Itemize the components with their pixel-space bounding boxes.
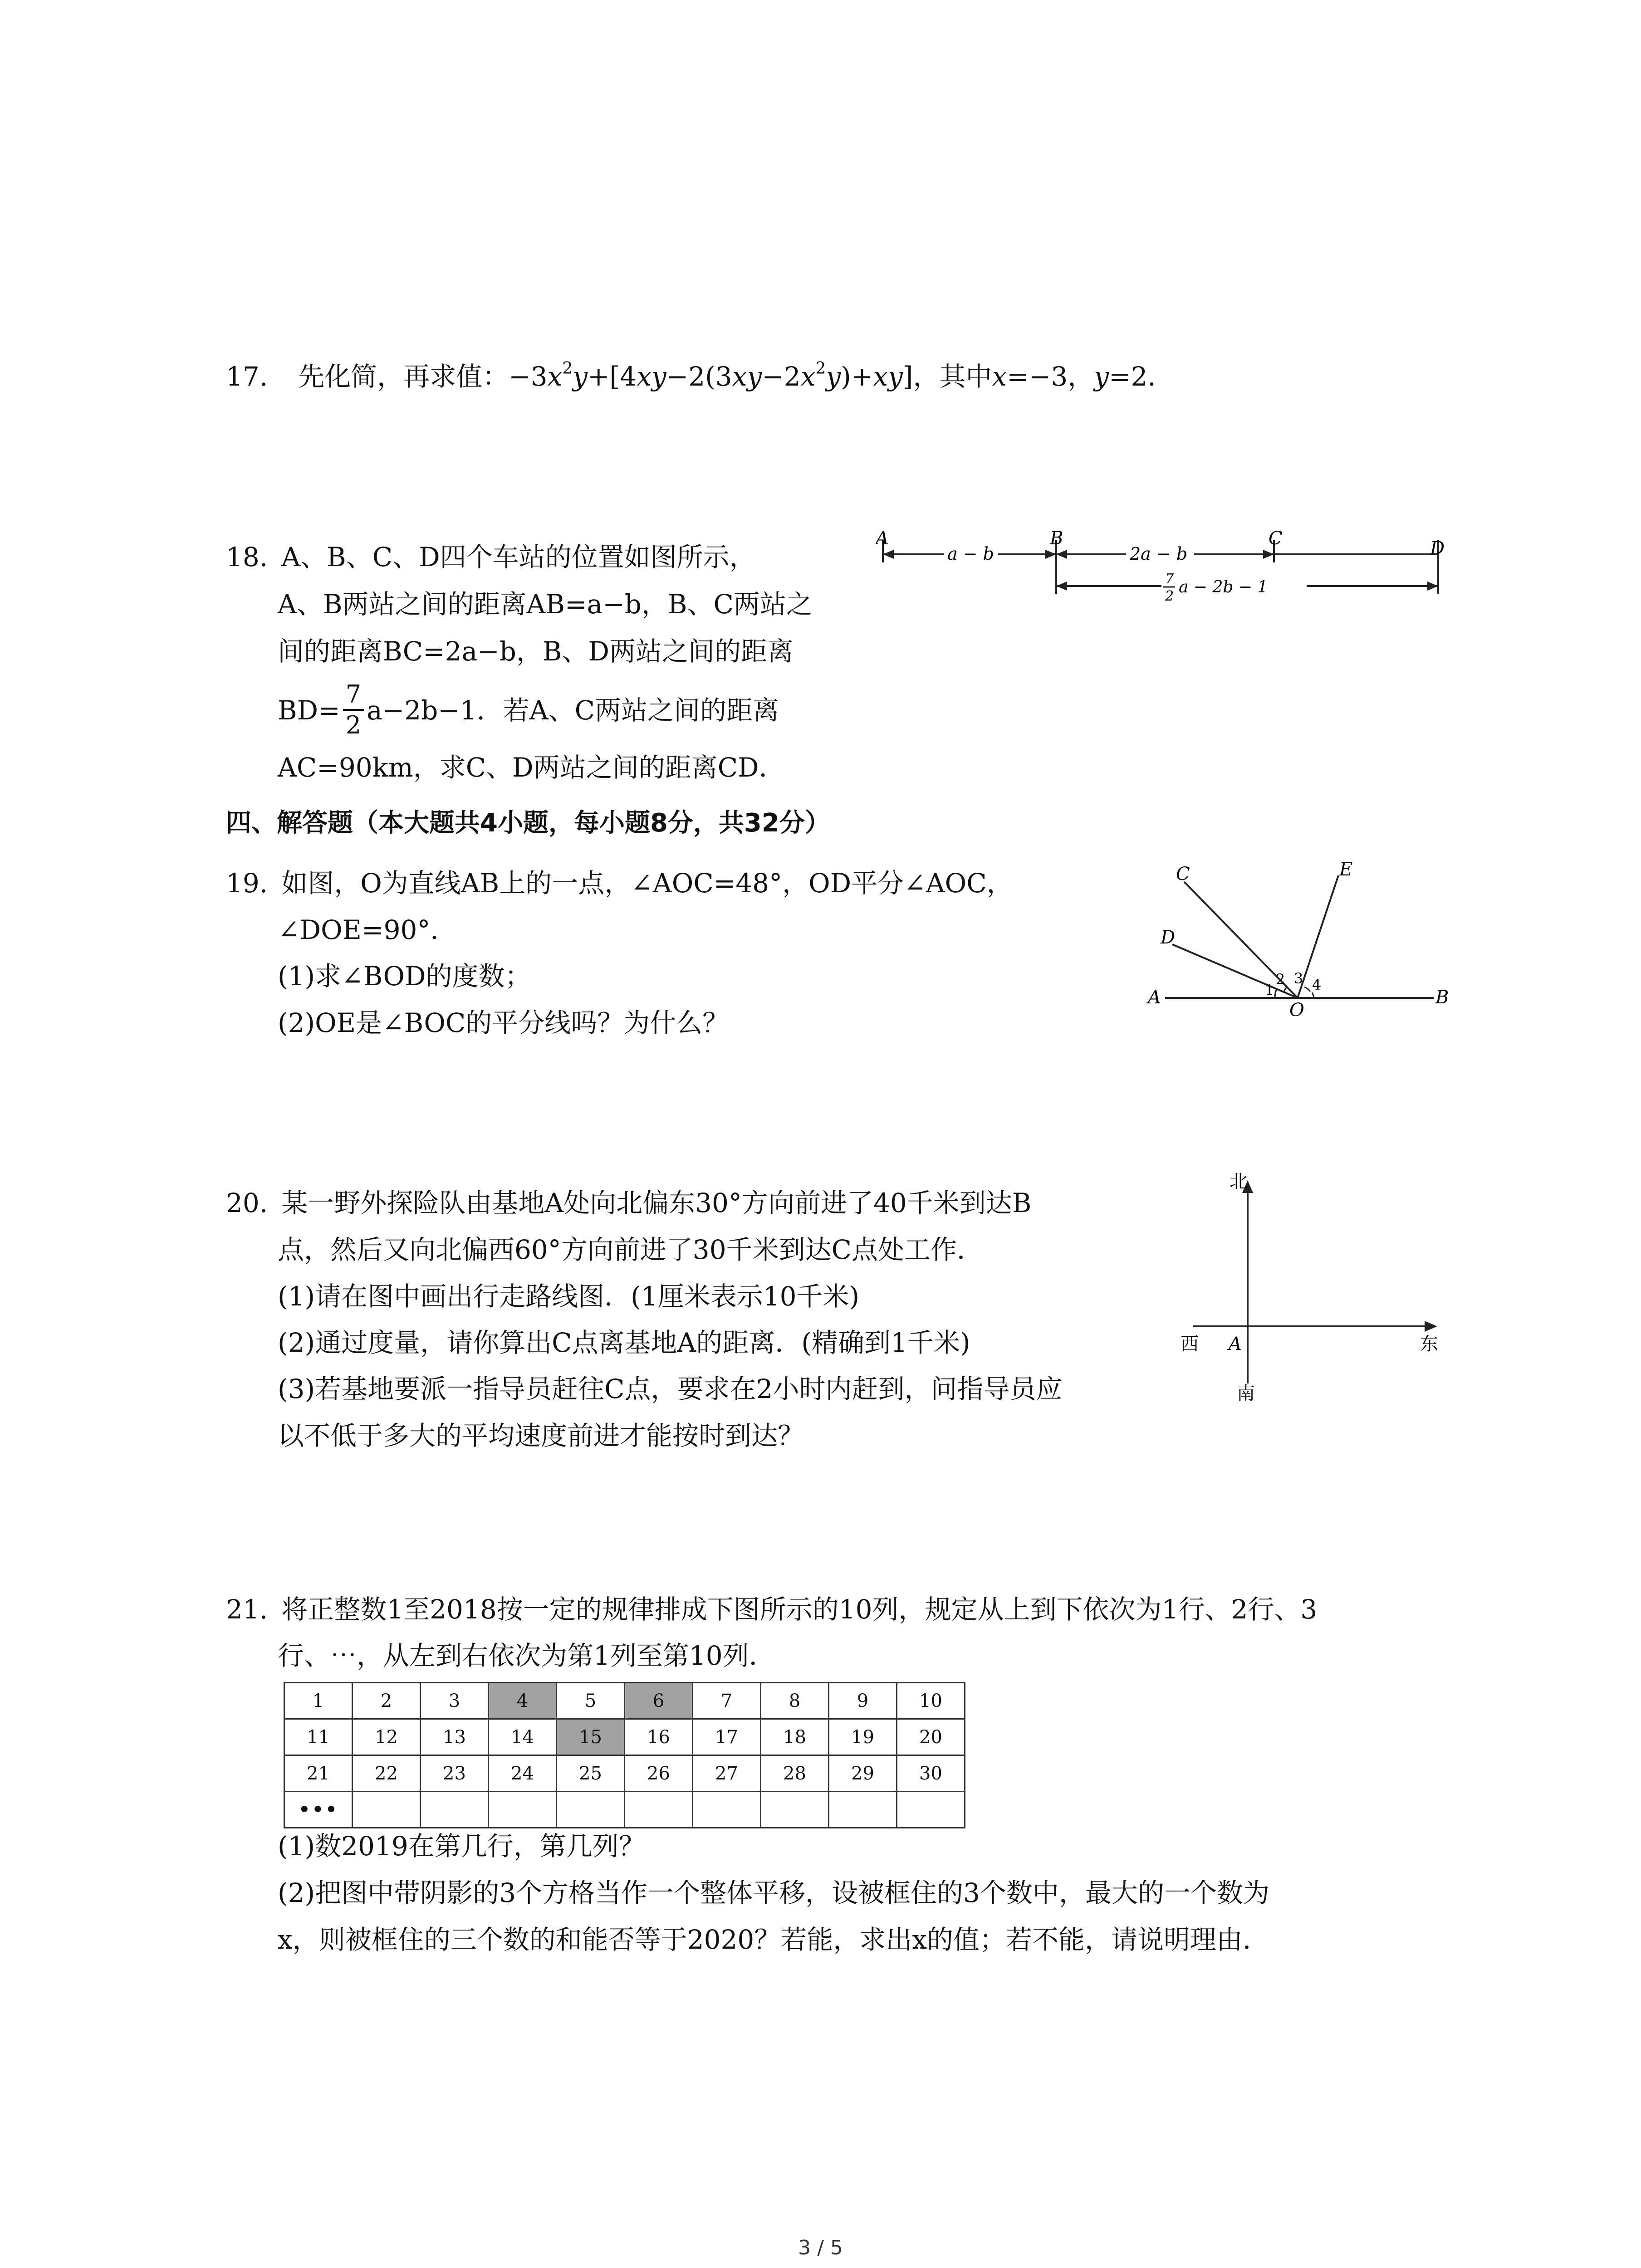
table-cell: 25 (557, 1755, 625, 1792)
angle-1: 1 (1265, 982, 1274, 999)
table-cell: 20 (897, 1719, 965, 1755)
table-cell: 5 (557, 1683, 625, 1719)
table-cell: 7 (693, 1683, 761, 1719)
table-cell: 29 (829, 1755, 897, 1792)
q20-line2: 点，然后又向北偏西60°方向前进了30千米到达C点处工作． (278, 1234, 983, 1265)
table-cell (353, 1792, 421, 1828)
table-cell: 16 (625, 1719, 693, 1755)
table-cell: 24 (489, 1755, 557, 1792)
table-cell (761, 1792, 829, 1828)
label-D: D (1161, 927, 1176, 948)
angle-2: 2 (1276, 971, 1285, 988)
table-cell: 10 (897, 1683, 965, 1719)
q21-line2: 行、⋯，从左到右依次为第1列至第10列． (278, 1640, 775, 1671)
fraction-7-2: $\frac{7}{2}$ (343, 680, 364, 740)
q19-line1: 19. 如图，O为直线AB上的一点，∠AOC=48°，OD平分∠AOC， (226, 868, 1013, 899)
point-B-label: B (1050, 528, 1063, 549)
table-cell: 22 (353, 1755, 421, 1792)
table-row (284, 1792, 965, 1828)
point-A-label: A (876, 528, 889, 549)
q17-number: 17. (226, 361, 268, 392)
q21-line1: 21. 将正整数1至2018按一定的规律排成下图所示的10列，规定从上到下依次为1行、2行、3 (226, 1594, 1318, 1625)
table-cell: 3 (421, 1683, 489, 1719)
point-D-label: D (1430, 538, 1445, 559)
table-cell: 1 (284, 1683, 353, 1719)
segment-bd-rest: a − 2b − 1 (1179, 578, 1268, 596)
q19-line3: (1)求∠BOD的度数； (278, 961, 531, 992)
segment-ab-label: a − b (947, 544, 994, 564)
angle-4: 4 (1312, 976, 1322, 993)
label-E: E (1339, 859, 1353, 880)
q19-line2: ∠DOE=90°． (278, 914, 457, 945)
q18-line4: BD= $\frac{7}{2}$ a−2b−1．若A、C两站之间的距离 (278, 680, 779, 739)
q20-line4: (2)通过度量，请你算出C点离基地A的距离．(精确到1千米) (278, 1327, 970, 1358)
table-cell (897, 1792, 965, 1828)
table-cell (829, 1792, 897, 1828)
q19-angle-diagram (1143, 857, 1452, 1016)
q17-text: 17. 先化简，再求值：$-3x^2y+[4xy-2(3xy-2x^2y)+xy]$，其中x=−3，y=2． (226, 359, 1174, 392)
table-cell: 26 (625, 1755, 693, 1792)
point-C-label: C (1269, 528, 1283, 549)
label-A: A (1148, 987, 1161, 1008)
segment-bd-den: 2 (1165, 588, 1174, 604)
page-number: 3 / 5 (798, 2236, 843, 2259)
table-row (284, 1755, 965, 1792)
table-cell: 27 (693, 1755, 761, 1792)
south-label: 南 (1237, 1383, 1255, 1404)
table-cell: 21 (284, 1755, 353, 1792)
west-label: 西 (1181, 1334, 1199, 1354)
q20-line1: 20. 某一野外探险队由基地A处向北偏东30°方向前进了40千米到达B (226, 1188, 1032, 1218)
section-4-heading: 四、解答题（本大题共4小题，每小题8分，共32分） (226, 808, 830, 838)
q21-line3: (1)数2019在第几行，第几列？ (278, 1831, 645, 1862)
table-cell: 18 (761, 1719, 829, 1755)
label-C: C (1176, 864, 1190, 885)
q18-station-diagram (876, 526, 1452, 608)
q21-line5: x，则被框住的三个数的和能否等于2020？若能，求出x的值；若不能，请说明理由． (278, 1924, 1269, 1955)
segment-bc-label: 2a − b (1130, 544, 1188, 564)
table-cell: 14 (489, 1719, 557, 1755)
table-cell: 19 (829, 1719, 897, 1755)
table-row (284, 1719, 965, 1755)
label-O: O (1289, 1000, 1304, 1016)
q19-line4: (2)OE是∠BOC的平分线吗？为什么？ (278, 1007, 729, 1038)
table-cell: 2 (353, 1683, 421, 1719)
origin-A-label: A (1229, 1334, 1242, 1354)
table-cell: 11 (284, 1719, 353, 1755)
north-label: 北 (1230, 1171, 1248, 1192)
table-cell (489, 1792, 557, 1828)
q20-line3: (1)请在图中画出行走路线图．(1厘米表示10千米) (278, 1281, 860, 1312)
table-cell: 4 (489, 1683, 557, 1719)
table-cell (625, 1792, 693, 1828)
label-B: B (1435, 987, 1449, 1008)
table-cell: 13 (421, 1719, 489, 1755)
segment-bd-num: 7 (1165, 571, 1174, 587)
q20-line6: 以不低于多大的平均速度前进才能按时到达？ (278, 1420, 804, 1451)
q18-line2: A、B两站之间的距离AB=a−b，B、C两站之 (278, 589, 813, 620)
table-cell: 17 (693, 1719, 761, 1755)
q20-line5: (3)若基地要派一指导员赶往C点，要求在2小时内赶到，问指导员应 (278, 1374, 1063, 1404)
table-cell: 30 (897, 1755, 965, 1792)
table-cell: 23 (421, 1755, 489, 1792)
table-cell (421, 1792, 489, 1828)
ellipsis-cell: ••• (284, 1792, 353, 1828)
table-cell: 28 (761, 1755, 829, 1792)
number-grid-table (284, 1682, 965, 1828)
table-cell: 15 (557, 1719, 625, 1755)
table-cell: 12 (353, 1719, 421, 1755)
q18-line5: AC=90km，求C、D两站之间的距离CD． (278, 752, 785, 783)
table-row (284, 1683, 965, 1719)
angle-3: 3 (1294, 970, 1303, 987)
q18-line3: 间的距离BC=2a−b，B、D两站之间的距离 (278, 636, 794, 667)
table-cell (693, 1792, 761, 1828)
q21-line4: (2)把图中带阴影的3个方格当作一个整体平移，设被框住的3个数中，最大的一个数为 (278, 1877, 1269, 1908)
table-cell: 6 (625, 1683, 693, 1719)
table-cell: 8 (761, 1683, 829, 1719)
table-cell: 9 (829, 1683, 897, 1719)
q18-line1: 18. A、B、C、D四个车站的位置如图所示， (226, 542, 756, 572)
q20-compass-diagram (1180, 1170, 1452, 1406)
east-label: 东 (1420, 1334, 1438, 1354)
table-cell (557, 1792, 625, 1828)
